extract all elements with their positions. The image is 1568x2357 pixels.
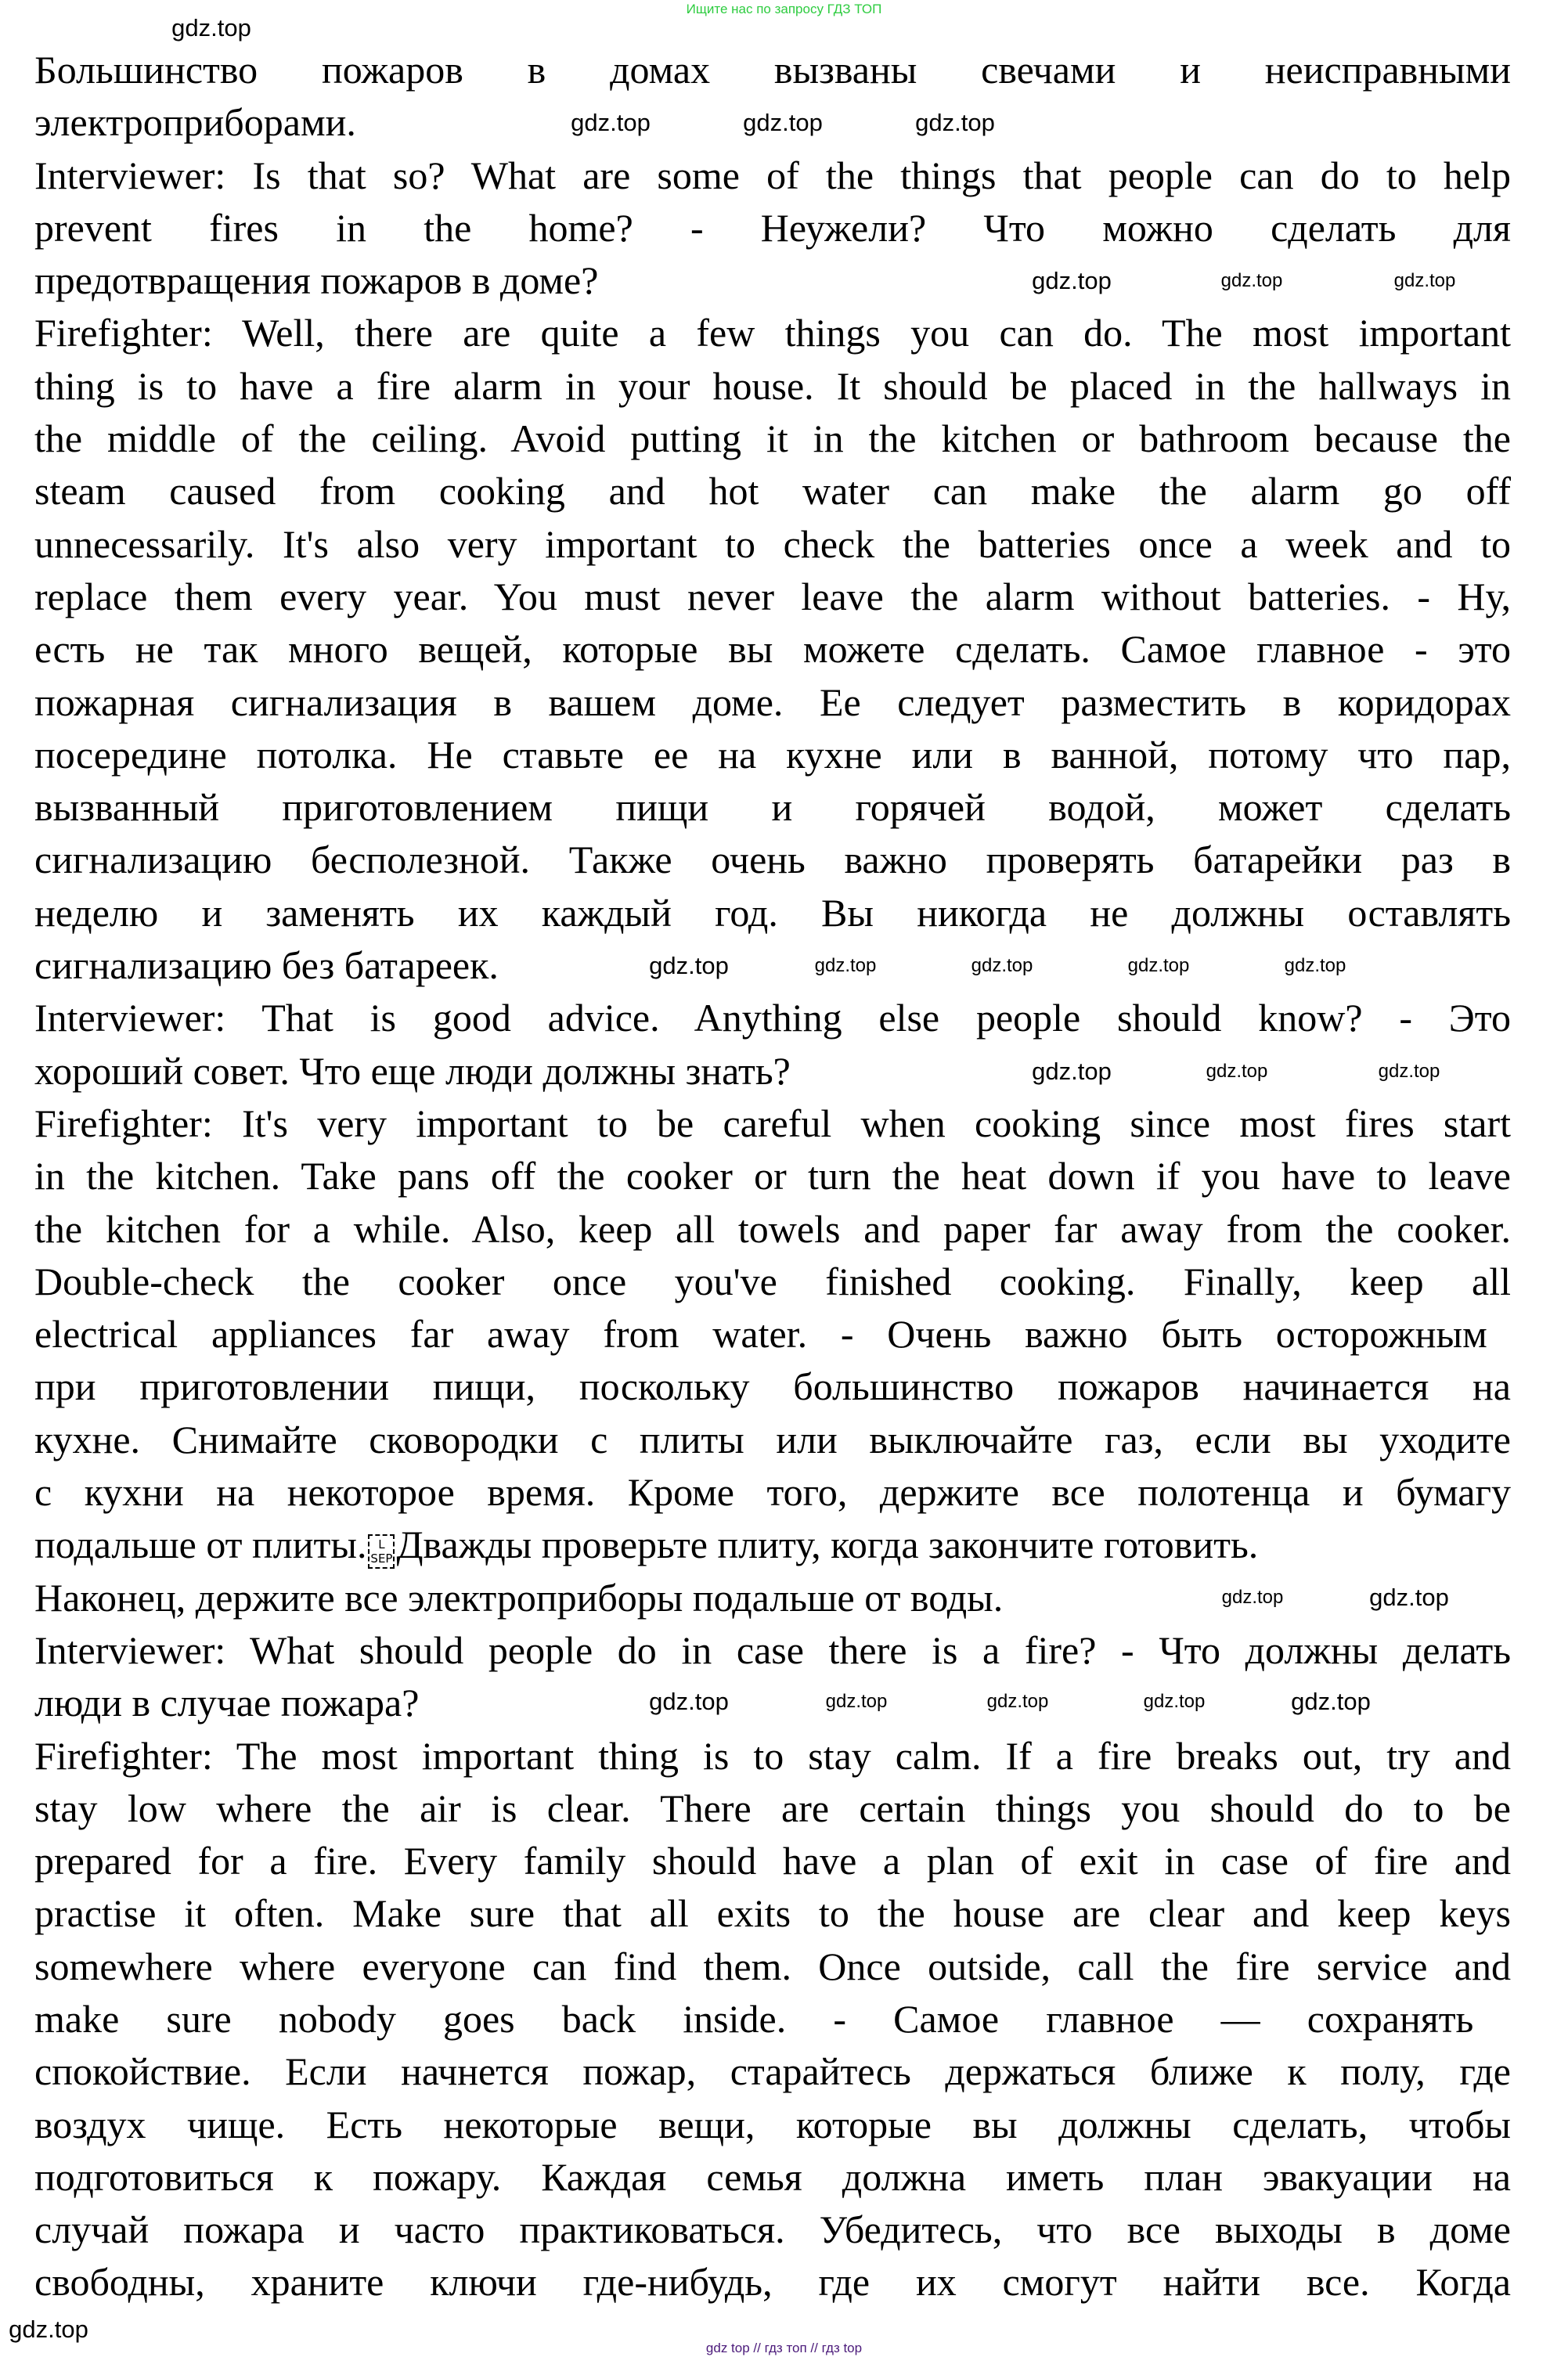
text-line — [34, 518, 1511, 571]
text-line — [34, 1730, 1511, 1782]
text-line — [34, 2151, 1511, 2204]
text-line — [34, 2099, 1511, 2151]
text-line-content: Interviewer: Is that so? What are some of the things that people can do to help — [34, 153, 1511, 197]
text-line — [34, 1045, 791, 1097]
text-line — [34, 1782, 1511, 1835]
text-line-content: посередине потолка. Не ставьте ее на кухне или в ванной, потому что пар, — [34, 732, 1511, 777]
text-line — [34, 413, 1511, 465]
text-line-content: Double-check the cooker once you've finished cooking. Finally, keep all — [34, 1259, 1511, 1303]
text-line — [34, 1150, 1511, 1202]
text-line-content: Firefighter: Well, there are quite a few things you can do. The most important — [34, 311, 1511, 355]
text-line — [34, 1941, 1511, 1993]
text-line-content: steam caused from cooking and hot water can make the alarm go off — [34, 469, 1511, 514]
watermark: gdz.top — [9, 2316, 88, 2343]
watermark: gdz.top — [1221, 1587, 1284, 1608]
text-line-content: make sure nobody goes back inside. - Самое главное — сохранять — [34, 1996, 1474, 2041]
text-line-content: Firefighter: The most important thing is to stay calm. If a fire breaks out, try and — [34, 1733, 1511, 1778]
text-line-content: thing is to have a fire alarm in your house. It should be placed in the hallways in — [34, 363, 1511, 408]
text-line — [34, 2045, 1511, 2098]
text-line-content: неделю и заменять их каждый год. Вы никогда не должны оставлять — [34, 890, 1511, 935]
text-line — [34, 834, 1511, 886]
text-line — [34, 307, 1511, 359]
text-line — [34, 2256, 1511, 2308]
text-line-content: stay low where the air is clear. There are certain things you should do to be — [34, 1786, 1511, 1830]
text-line — [34, 992, 1511, 1044]
text-line — [34, 676, 1511, 729]
watermark: gdz.top — [743, 109, 823, 136]
watermark: gdz.top — [915, 109, 995, 136]
text-line — [34, 360, 1511, 413]
text-line-content: люди в случае пожара? — [34, 1681, 420, 1725]
text-line-content: сигнализацию без батареек. — [34, 943, 499, 988]
text-line — [34, 96, 356, 149]
text-line — [34, 1677, 419, 1729]
text-line-content: случай пожара и часто практиковаться. Убедитесь, что все выходы в доме — [34, 2207, 1511, 2252]
text-line-content: Firefighter: It's very important to be careful when cooking since most fires start — [34, 1101, 1511, 1145]
text-line-content: Большинство пожаров в домах вызваны свечами и неисправными — [34, 48, 1511, 92]
text-line-content: prepared for a fire. Every family should have a plan of exit in case of fire and — [34, 1839, 1511, 1883]
watermark: gdz.top — [649, 952, 729, 979]
text-line-content: practise it often. Make sure that all exits to the house are clear and keep keys — [34, 1891, 1511, 1936]
watermark: gdz.top — [1032, 1058, 1112, 1085]
text-line-content: вызванный приготовлением пищи и горячей водой, может сделать — [34, 785, 1511, 830]
text-line-content: electrical appliances far away from water. - Очень важно быть осторожным — [34, 1312, 1487, 1357]
watermark: gdz.top — [1291, 1688, 1371, 1715]
text-line-content: электроприборами. — [34, 100, 356, 145]
watermark: gdz.top — [825, 1691, 888, 1712]
text-line — [34, 150, 1511, 202]
separator-icon-label: SEP — [370, 1552, 393, 1566]
watermark: gdz.top — [1143, 1691, 1206, 1712]
text-line — [34, 887, 1511, 939]
watermark: gdz.top — [986, 1691, 1049, 1712]
text-line — [34, 1466, 1511, 1519]
watermark: gdz.top — [1220, 270, 1283, 291]
text-line-content: prevent fires in the home? - Неужели? Что можно сделать для — [34, 205, 1511, 250]
watermark: gdz.top — [814, 955, 877, 976]
text-line — [34, 1572, 1003, 1624]
text-line-content: есть не так много вещей, которые вы можете сделать. Самое главное - это — [34, 627, 1511, 672]
text-line-content: unnecessarily. It's also very important to check the batteries once a week and to — [34, 521, 1511, 566]
text-line — [34, 781, 1511, 834]
text-line — [34, 202, 1511, 254]
watermark: gdz.top — [1369, 1584, 1449, 1611]
text-line-content: replace them every year. You must never leave the alarm without batteries. - Ну, — [34, 574, 1511, 618]
text-line-content: свободны, храните ключи где-нибудь, где их смогут найти все. Когда — [34, 2260, 1511, 2305]
text-line-content: Наконец, держите все электроприборы подальше от воды. — [34, 1575, 1004, 1620]
text-line-content: somewhere where everyone can find them. Once outside, call the fire service and — [34, 1944, 1511, 1988]
watermark: gdz.top — [1032, 267, 1112, 294]
footer-watermark: gdz top // гдз топ // гдз top — [705, 2341, 863, 2355]
text-line-content: воздух чище. Есть некоторые вещи, которые вы должны сделать, чтобы — [34, 2102, 1511, 2146]
text-line-content: the middle of the ceiling. Avoid putting it in the kitchen or bathroom because the — [34, 416, 1511, 461]
text-line — [34, 1361, 1511, 1413]
text-line — [34, 44, 1511, 96]
text-line — [34, 2204, 1511, 2256]
text-line-content: с кухни на некоторое время. Кроме того, держите все полотенца и бумагу — [34, 1470, 1511, 1515]
text-line-content: сигнализацию бесполезной. Также очень важно проверять батарейки раз в — [34, 838, 1511, 882]
text-line — [34, 623, 1511, 676]
text-line — [34, 939, 499, 992]
text-line — [34, 254, 598, 307]
text-line-content: подготовиться к пожару. Каждая семья должна иметь план эвакуации на — [34, 2154, 1511, 2199]
text-line-content: the kitchen for a while. Also, keep all towels and paper far away from the cooker. — [34, 1206, 1511, 1251]
watermark: gdz.top — [971, 955, 1033, 976]
search-banner: Ищите нас по запросу ГДЗ ТОП — [686, 2, 882, 16]
text-line — [34, 1835, 1511, 1887]
watermark: gdz.top — [1393, 270, 1456, 291]
text-line-content: кухне. Снимайте сковородки с плиты или выключайте газ, если вы уходите — [34, 1417, 1511, 1461]
text-line-content: хороший совет. Что еще люди должны знать? — [34, 1048, 791, 1093]
text-line — [34, 1414, 1511, 1466]
text-line-content: подальше от плиты. — [34, 1523, 367, 1567]
document-body — [34, 44, 1511, 2309]
text-line-content: пожарная сигнализация в вашем доме. Ее следует разместить в коридорах — [34, 679, 1511, 724]
text-line-content: Interviewer: What should people do in case there is a fire? - Что должны делать — [34, 1627, 1511, 1672]
text-line-content: Interviewer: That is good advice. Anything else people should know? - Это — [34, 996, 1511, 1040]
text-line — [34, 1624, 1511, 1677]
text-line — [34, 465, 1511, 517]
watermark: gdz.top — [1378, 1061, 1440, 1082]
text-line — [34, 1097, 1511, 1150]
text-line — [34, 1993, 1511, 2045]
watermark: gdz.top — [649, 1688, 729, 1715]
separator-icon-top: L — [378, 1537, 385, 1552]
watermark: gdz.top — [1127, 955, 1190, 976]
watermark: gdz.top — [1284, 955, 1346, 976]
text-line — [34, 1887, 1511, 1940]
text-line-content: Дважды проверьте плиту, когда закончите готовить. — [396, 1523, 1259, 1567]
text-line — [34, 1203, 1511, 1256]
text-line — [34, 1308, 1511, 1361]
text-line-content: спокойствие. Если начнется пожар, старайтесь держаться ближе к полу, где — [34, 2049, 1511, 2094]
text-line-content: in the kitchen. Take pans off the cooker or turn the heat down if you have to leave — [34, 1154, 1511, 1198]
watermark: gdz.top — [1206, 1061, 1268, 1082]
text-line-content: предотвращения пожаров в доме? — [34, 258, 599, 303]
text-line-content: при приготовлении пищи, поскольку большинство пожаров начинается на — [34, 1364, 1511, 1409]
separator-icon — [368, 1534, 395, 1569]
text-line — [34, 729, 1511, 781]
text-line — [34, 1256, 1511, 1308]
watermark: gdz.top — [571, 109, 651, 136]
watermark: gdz.top — [171, 14, 251, 41]
text-line — [34, 571, 1511, 623]
text-line — [34, 1519, 1258, 1571]
